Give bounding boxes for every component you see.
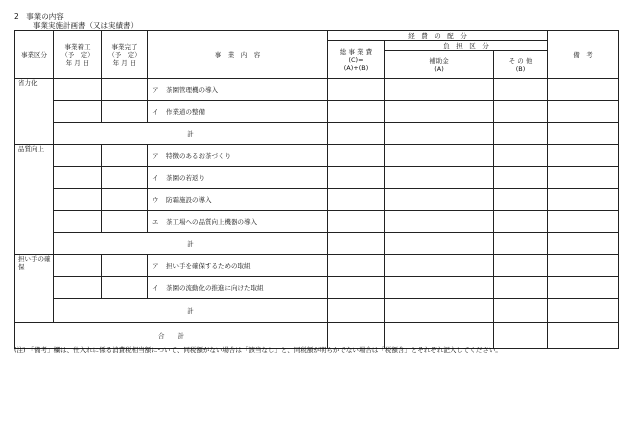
header-remarks: 備 考 [548,31,619,79]
remarks-cell[interactable] [548,101,619,123]
header-total-cost-line3: (A)+(B) [343,63,369,72]
other-cell[interactable] [494,323,548,349]
item-mark: イ [152,283,159,292]
remarks-cell[interactable] [548,211,619,233]
header-end-date [102,31,148,79]
header-start-line3: 年 月 日 [65,58,90,67]
item-cell [148,211,328,233]
item-text: 茶園の流動化の推進に向けた取組 [166,283,264,292]
header-end-line2: （予 定） [108,50,141,59]
header-other-line2: (B) [515,64,526,73]
header-subsidy [385,51,494,79]
end-date-cell[interactable] [102,255,148,277]
subsidy-cell[interactable] [385,101,494,123]
item-cell [148,255,328,277]
table-row [15,277,619,299]
category-cell: 担い手の確保 [15,255,54,323]
end-date-cell[interactable] [102,79,148,101]
header-other [494,51,548,79]
subtotal-label: 計 [54,233,328,255]
total-cost-cell[interactable] [328,299,385,323]
category-cell: 省力化 [15,79,54,145]
start-date-cell[interactable] [54,101,102,123]
subsidy-cell[interactable] [385,123,494,145]
table-row [15,145,619,167]
header-subsidy-line2: (A) [434,64,444,73]
start-date-cell[interactable] [54,79,102,101]
end-date-cell[interactable] [102,189,148,211]
start-date-cell[interactable] [54,189,102,211]
other-cell[interactable] [494,79,548,101]
header-total-cost-line2: (C)= [348,55,364,64]
end-date-cell[interactable] [102,145,148,167]
item-text: 茶工場への品質向上機器の導入 [166,217,257,226]
item-mark: ア [152,261,159,270]
item-mark: イ [152,107,159,116]
total-cost-cell[interactable] [328,145,385,167]
remarks-cell[interactable] [548,277,619,299]
total-cost-cell[interactable] [328,123,385,145]
item-cell [148,145,328,167]
header-start-line2: （予 定） [61,50,94,59]
header-start-date [54,31,102,79]
remarks-cell[interactable] [548,189,619,211]
item-mark: イ [152,173,159,182]
remarks-cell[interactable] [548,255,619,277]
table-row [15,101,619,123]
start-date-cell[interactable] [54,145,102,167]
total-cost-cell[interactable] [328,79,385,101]
other-cell[interactable] [494,101,548,123]
footnote: (注) 「備考」欄は、仕入れに係る消費税相当額について、同税額がない場合は「該当なし」と、同税額が明らかでない場合は「税額含」とそれぞれ記入してください。 [14,346,502,354]
total-cost-cell[interactable] [328,101,385,123]
remarks-cell[interactable] [548,123,619,145]
header-cost-allocation: 経 費 の 配 分 [328,31,548,41]
end-date-cell[interactable] [102,277,148,299]
start-date-cell[interactable] [54,277,102,299]
section-heading: 2 事業の内容 [14,12,64,21]
item-cell [148,189,328,211]
other-cell[interactable] [494,145,548,167]
other-cell[interactable] [494,123,548,145]
remarks-cell[interactable] [548,79,619,101]
total-cost-cell[interactable] [328,211,385,233]
header-total-cost [328,41,385,79]
start-date-cell[interactable] [54,167,102,189]
subsidy-cell[interactable] [385,211,494,233]
other-cell[interactable] [494,277,548,299]
item-text: 特徴のあるお茶づくり [166,151,231,160]
item-mark: ウ [152,195,159,204]
subtotal-row [15,123,619,145]
start-date-cell[interactable] [54,211,102,233]
subsidy-cell[interactable] [385,233,494,255]
item-text: 防霜施設の導入 [166,195,212,204]
total-cost-cell[interactable] [328,277,385,299]
subtotal-row [15,299,619,323]
header-start-line1: 事業着工 [64,42,91,51]
end-date-cell[interactable] [102,101,148,123]
item-cell [148,167,328,189]
other-cell[interactable] [494,299,548,323]
header-content: 事 業 内 容 [148,31,328,79]
total-cost-cell[interactable] [328,255,385,277]
total-cost-cell[interactable] [328,189,385,211]
form-title: 事業実施計画書（又は実績書） [33,21,138,30]
subsidy-cell[interactable] [385,79,494,101]
table-row [15,167,619,189]
remarks-cell[interactable] [548,233,619,255]
item-mark: ア [152,151,159,160]
remarks-cell[interactable] [548,323,619,349]
grand-total-row [15,323,619,349]
table-row [15,79,619,101]
category-cell: 品質向上 [15,145,54,255]
other-cell[interactable] [494,233,548,255]
header-total-cost-line1: 総 事 業 費 [339,47,373,56]
item-text: 担い手を確保するための取組 [166,261,251,270]
total-cost-cell[interactable] [328,233,385,255]
end-date-cell[interactable] [102,167,148,189]
subsidy-cell[interactable] [385,189,494,211]
remarks-cell[interactable] [548,299,619,323]
total-cost-cell[interactable] [328,167,385,189]
header-burden: 負 担 区 分 [385,41,548,51]
end-date-cell[interactable] [102,211,148,233]
subsidy-cell[interactable] [385,255,494,277]
header-category: 事業区分 [15,31,54,79]
item-text: 茶園管理機の導入 [166,85,218,94]
remarks-cell[interactable] [548,145,619,167]
other-cell[interactable] [494,255,548,277]
item-cell [148,101,328,123]
header-end-line1: 事業完了 [111,42,138,51]
subtotal-label: 計 [54,123,328,145]
subsidy-cell[interactable] [385,299,494,323]
grand-total-label: 合 計 [15,323,328,349]
item-cell [148,79,328,101]
subsidy-cell[interactable] [385,277,494,299]
remarks-cell[interactable] [548,167,619,189]
table-row [15,189,619,211]
header-other-line1: そ の 他 [508,56,533,65]
item-mark: ア [152,85,159,94]
start-date-cell[interactable] [54,255,102,277]
subtotal-row [15,233,619,255]
table-row [15,255,619,277]
table-row [15,211,619,233]
item-text: 作業道の整備 [166,107,205,116]
plan-table [14,30,619,349]
item-text: 茶園の若返り [166,173,205,182]
total-cost-cell[interactable] [328,323,385,349]
other-cell[interactable] [494,211,548,233]
header-end-line3: 年 月 日 [112,58,137,67]
subsidy-cell[interactable] [385,167,494,189]
subsidy-cell[interactable] [385,323,494,349]
other-cell[interactable] [494,167,548,189]
item-mark: エ [152,217,159,226]
item-cell [148,277,328,299]
subsidy-cell[interactable] [385,145,494,167]
subtotal-label: 計 [54,299,328,323]
other-cell[interactable] [494,189,548,211]
header-subsidy-line1: 補助金 [429,56,449,65]
